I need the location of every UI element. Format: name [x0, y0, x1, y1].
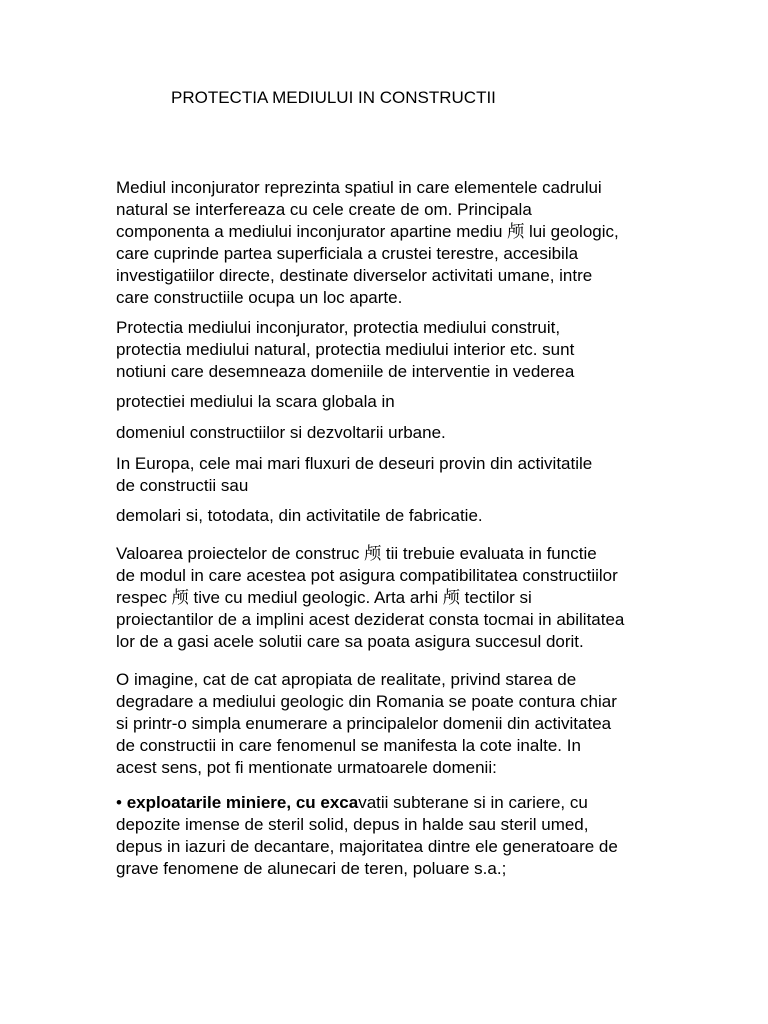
paragraph-mediul-inconjurator: Mediul inconjurator reprezinta spatiul in care elementele cadrului natural se interfereaza cu cele create de om. Principala componenta a mediului inconjurator apartine mediu 颅 lui geologic, care cuprinde partea superficiala a crustei terestre, accesibila investigatiilor directe, destinate diverselor activitati umane, intre care constructiile ocupa un loc aparte.: [116, 178, 619, 307]
bullet-bold-text: exploatarile miniere, cu exca: [126, 793, 359, 812]
bullet-rest-text: vatii subterane si in cariere, cu depozite imense de steril solid, depus in halde sau steril umed, depus in iazuri de decantare, majoritatea dintre ele generatoare de grave fenomene de alunecari de teren, poluare s.a.;: [116, 793, 618, 878]
paragraph-protectiei-globala: protectiei mediului la scara globala in: [116, 392, 395, 411]
bullet-exploatari-miniere: [116, 792, 656, 880]
paragraph-protectia-mediului: Protectia mediului inconjurator, protectia mediului construit, protectia mediului natural, protectia mediului interior etc. sunt notiuni care desemneaza domeniile de interventie in vederea: [116, 318, 575, 381]
paragraph-imagine-degradare: O imagine, cat de cat apropiata de realitate, privind starea de degradare a mediului geologic din Romania se poate contura chiar si printr-o simpla enumerare a principalelor domenii din activitatea de constructii in care fenomenul se manifesta la cote inalte. In acest sens, pot fi mentionate urmatoarele domenii:: [116, 670, 617, 777]
paragraph-domeniul-constructiilor: domeniul constructiilor si dezvoltarii urbane.: [116, 423, 446, 442]
document-title: PROTECTIA MEDIULUI IN CONSTRUCTII: [171, 88, 496, 107]
paragraph-europa-deseuri: In Europa, cele mai mari fluxuri de deseuri provin din activitatile de constructii sau: [116, 454, 593, 495]
bullet-marker: •: [116, 793, 127, 812]
paragraph-demolari: demolari si, totodata, din activitatile de fabricatie.: [116, 506, 483, 525]
paragraph-valoarea-proiectelor: Valoarea proiectelor de construc 颅 tii trebuie evaluata in functie de modul in care acestea pot asigura compatibilitatea constructiilor respec 颅 tive cu mediul geologic. Arta arhi 颅 tectilor si proiectantilor de a implini acest deziderat consta tocmai in abilitatea lor de a gasi acele solutii care sa poata asigura succesul dorit.: [116, 544, 625, 651]
